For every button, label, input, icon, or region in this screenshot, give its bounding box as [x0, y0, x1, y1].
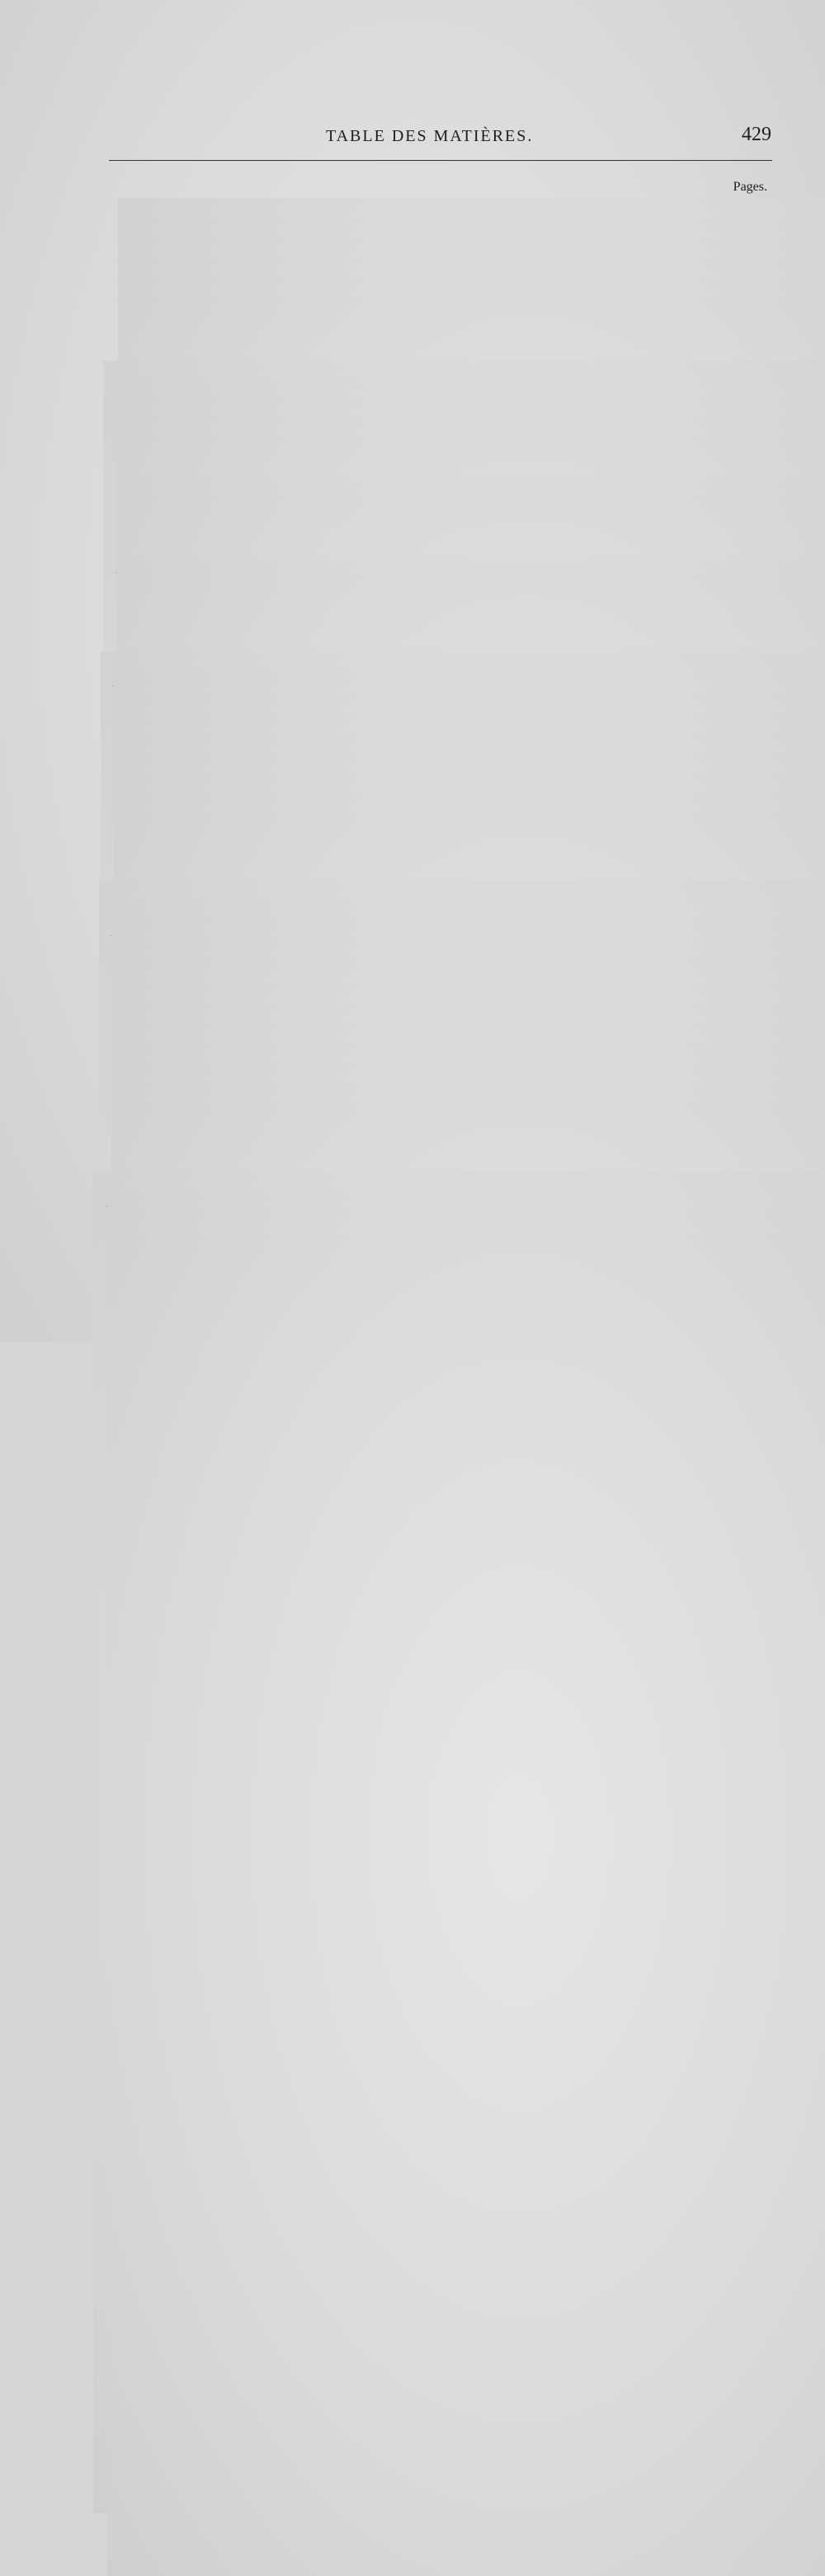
page-header — [157, 124, 771, 150]
toc-entry — [111, 901, 761, 921]
toc-entry — [118, 198, 771, 218]
toc-entry — [111, 1004, 761, 1024]
toc-entry — [116, 381, 771, 401]
toc-entry — [114, 796, 766, 816]
toc-entry — [107, 1193, 753, 1213]
author-heading-row — [101, 652, 766, 671]
toc-entry — [116, 579, 771, 599]
toc-entry — [116, 480, 771, 500]
toc-entry — [114, 755, 766, 775]
toc-entry — [111, 983, 761, 1003]
author-heading-row — [99, 880, 761, 900]
running-title: TABLE DES MATIÈRES. — [326, 127, 534, 145]
page-number: 429 — [742, 124, 771, 145]
toc-entry-multiline — [116, 440, 771, 480]
toc-entry — [116, 421, 771, 440]
toc-entry — [111, 1024, 761, 1044]
toc-entry — [114, 672, 766, 692]
author-heading-row — [103, 360, 771, 380]
author-heading-row — [93, 1171, 753, 1191]
toc-entry — [118, 297, 771, 317]
toc-entry — [118, 238, 771, 257]
toc-entry — [107, 1213, 753, 1233]
toc-entry — [111, 921, 761, 941]
toc-entry — [114, 734, 766, 754]
toc-entry — [118, 277, 771, 297]
toc-entry — [111, 1107, 761, 1127]
toc-entry — [111, 1086, 761, 1106]
toc-entry — [118, 218, 771, 238]
toc-entry — [116, 559, 771, 579]
toc-entry — [111, 1045, 761, 1065]
toc-entry — [114, 775, 766, 795]
entry-page — [107, 1234, 825, 2576]
toc-entry — [114, 693, 766, 713]
toc-entry-multiline — [116, 500, 771, 559]
toc-entry — [111, 942, 761, 962]
toc-entry — [114, 817, 766, 836]
pages-column-label: Pages. — [733, 180, 767, 194]
toc-entry — [107, 1234, 753, 1254]
toc-entry — [118, 257, 771, 277]
toc-entry — [114, 713, 766, 733]
toc-entry — [111, 1066, 761, 1085]
header-rule — [109, 160, 772, 161]
toc-entry — [116, 401, 771, 421]
toc-entry — [111, 963, 761, 982]
